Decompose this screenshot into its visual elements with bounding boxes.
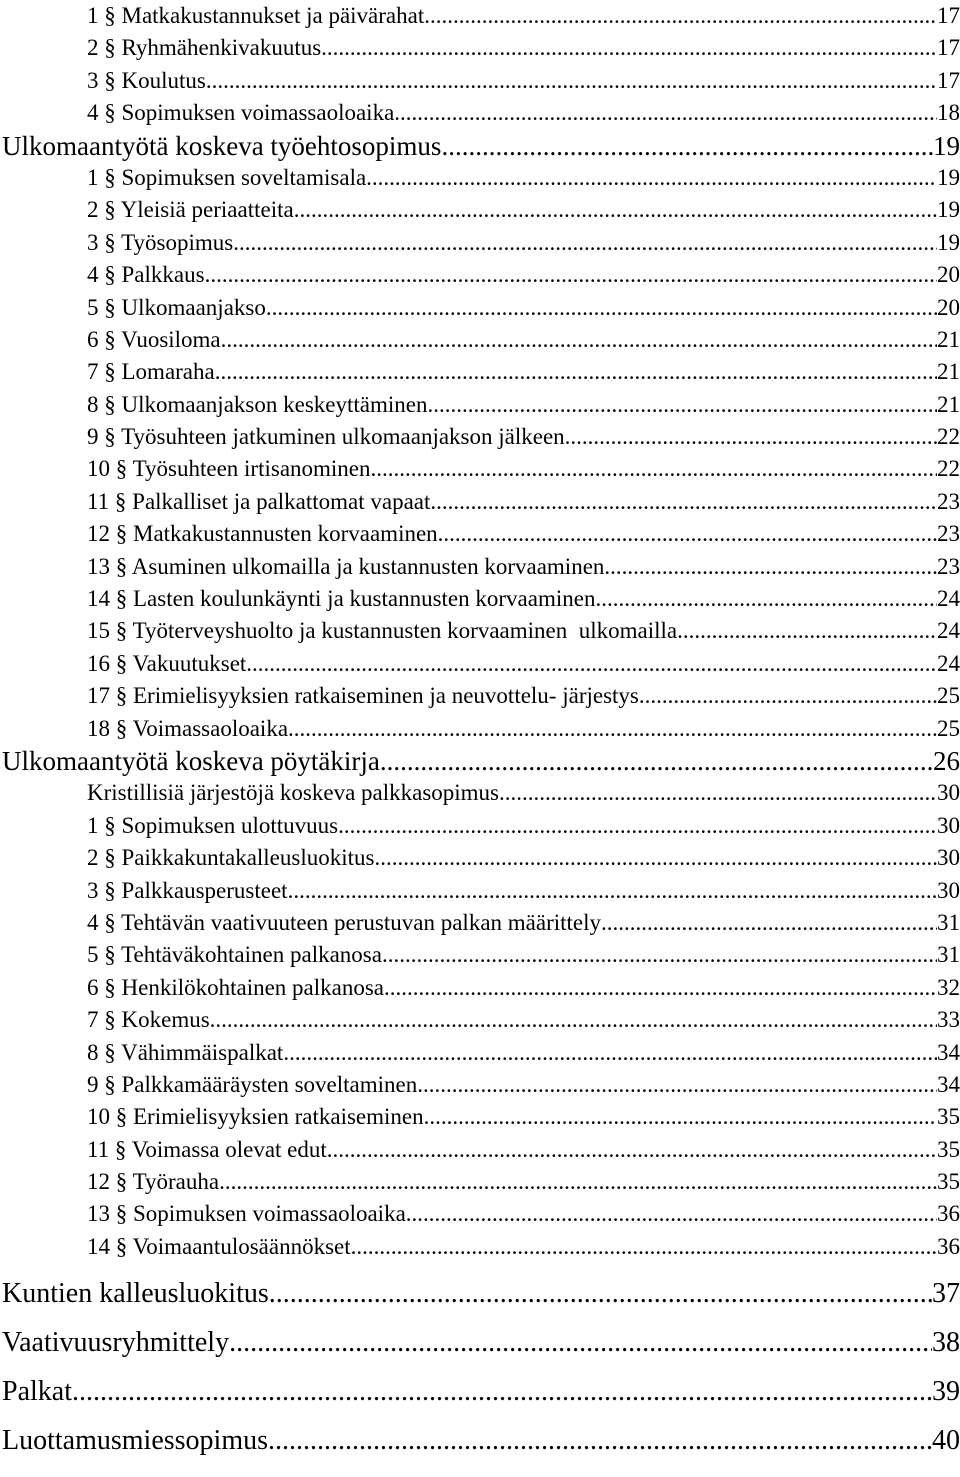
toc-entry-label: 10 § Työsuhteen irtisanominen xyxy=(87,456,371,482)
toc-entry-page: 33 xyxy=(937,1007,960,1033)
toc-entry-page: 21 xyxy=(937,326,960,352)
toc-chapter-page: 38 xyxy=(932,1327,960,1359)
toc-entry-page: 24 xyxy=(937,618,960,644)
toc-entry-label: 6 § Vuosiloma xyxy=(87,326,221,352)
toc-entry-page: 30 xyxy=(937,845,960,871)
toc-entry-page: 32 xyxy=(937,974,960,1000)
toc-chapter-poytakirja[interactable] xyxy=(2,745,960,777)
leader-dots xyxy=(269,1275,932,1312)
toc-entry-label: 16 § Vakuutukset xyxy=(87,650,247,676)
toc-entry[interactable] xyxy=(87,1004,960,1036)
leader-dots xyxy=(430,486,937,518)
toc-entry[interactable] xyxy=(87,324,960,356)
toc-entry-page: 31 xyxy=(937,909,960,935)
toc-entry-page: 31 xyxy=(937,942,960,968)
toc-entry[interactable] xyxy=(87,421,960,453)
toc-entry-label: 11 § Palkalliset ja palkattomat vapaat xyxy=(87,488,431,514)
toc-entry[interactable] xyxy=(87,1134,960,1166)
toc-entry-label: 12 § Työrauha xyxy=(87,1169,220,1195)
toc-entry-page: 21 xyxy=(937,359,960,385)
leader-dots xyxy=(351,1231,937,1263)
toc-entry-page: 17 xyxy=(937,3,960,28)
toc-entry-page: 23 xyxy=(937,553,960,579)
toc-entry[interactable] xyxy=(87,907,960,939)
toc-chapter-page: 37 xyxy=(932,1278,960,1310)
toc-entry[interactable] xyxy=(87,292,960,324)
leader-dots xyxy=(246,648,937,680)
toc-entry-page: 36 xyxy=(937,1233,960,1259)
toc-entry-label: 10 § Erimielisyyksien ratkaiseminen xyxy=(87,1104,424,1130)
toc-chapter[interactable] xyxy=(2,1373,960,1410)
leader-dots xyxy=(288,875,937,907)
leader-dots xyxy=(229,1324,932,1361)
leader-dots xyxy=(215,356,937,388)
toc-entry-page: 22 xyxy=(937,456,960,482)
toc-entry-page: 30 xyxy=(937,780,960,806)
toc-entry-label: 5 § Tehtäväkohtainen palkanosa xyxy=(87,942,382,968)
toc-chapter-label: Kuntien kalleusluokitus xyxy=(2,1278,269,1310)
toc-entry-label: 15 § Työterveyshuolto ja kustannusten korvaaminen ulkomailla xyxy=(87,618,678,644)
toc-entry-label: 17 § Erimielisyyksien ratkaiseminen ja neuvottelu- järjestys xyxy=(87,683,639,709)
toc-entry[interactable] xyxy=(87,356,960,388)
toc-chapter[interactable] xyxy=(2,1275,960,1312)
toc-chapter-label: Ulkomaantyötä koskeva pöytäkirja xyxy=(2,745,380,776)
toc-entry-page: 34 xyxy=(937,1071,960,1097)
leader-dots xyxy=(384,972,937,1004)
toc-entry-label: 2 § Yleisiä periaatteita xyxy=(87,197,294,223)
leader-dots xyxy=(424,1101,937,1133)
toc-entry[interactable] xyxy=(87,972,960,1004)
leader-dots xyxy=(380,745,933,777)
leader-dots xyxy=(321,32,937,64)
toc-entry[interactable] xyxy=(87,810,960,842)
toc-entry[interactable] xyxy=(87,389,960,421)
toc-entry-page: 36 xyxy=(937,1201,960,1227)
toc-entry-label: 18 § Voimassaoloaika xyxy=(87,715,289,741)
leader-dots xyxy=(677,615,937,647)
toc-entry-page: 34 xyxy=(937,1039,960,1065)
leader-dots xyxy=(595,583,937,615)
toc-entry[interactable] xyxy=(87,713,960,745)
leader-dots xyxy=(427,389,937,421)
toc-chapter-ulkomaantyo[interactable] xyxy=(2,130,960,162)
toc-entry[interactable] xyxy=(87,1198,960,1230)
toc-entry-label: 2 § Ryhmähenkivakuutus xyxy=(87,35,322,61)
leader-dots xyxy=(366,162,937,194)
toc-entry[interactable] xyxy=(87,680,960,712)
toc-entry-label: 13 § Asuminen ulkomailla ja kustannusten korvaaminen xyxy=(87,553,605,579)
toc-section-final xyxy=(0,1275,960,1459)
toc-entry-page: 25 xyxy=(937,715,960,741)
toc-entry[interactable] xyxy=(87,97,960,129)
toc-entry-page: 35 xyxy=(937,1104,960,1130)
toc-entry-label: 4 § Sopimuksen voimassaoloaika xyxy=(87,100,395,126)
toc-chapter[interactable] xyxy=(2,1324,960,1361)
toc-entry[interactable] xyxy=(87,518,960,550)
toc-entry[interactable] xyxy=(87,939,960,971)
toc-entry-label: 14 § Voimaantulosäännökset xyxy=(87,1233,351,1259)
toc-entry-label: 8 § Vähimmäispalkat xyxy=(87,1039,284,1065)
leader-dots xyxy=(417,1069,937,1101)
toc-entry-page: 18 xyxy=(937,100,960,126)
toc-entry-page: 21 xyxy=(937,391,960,417)
leader-dots xyxy=(327,1134,937,1166)
toc-entry-page: 17 xyxy=(937,35,960,61)
toc-entry-label: 3 § Palkkausperusteet xyxy=(87,877,288,903)
toc-entry-page: 24 xyxy=(937,586,960,612)
toc-entry[interactable] xyxy=(87,648,960,680)
toc-entry-label: 9 § Palkkamääräysten soveltaminen xyxy=(87,1071,418,1097)
toc-entry[interactable] xyxy=(87,1231,960,1263)
toc-entry-page: 23 xyxy=(937,521,960,547)
toc-entry[interactable] xyxy=(87,875,960,907)
toc-entry-label: 12 § Matkakustannusten korvaaminen xyxy=(87,521,438,547)
leader-dots xyxy=(72,1373,932,1410)
toc-entry[interactable] xyxy=(87,194,960,226)
toc-entry-page: 20 xyxy=(937,294,960,320)
toc-entry-label: Kristillisiä järjestöjä koskeva palkkasopimus xyxy=(87,780,500,806)
leader-dots xyxy=(441,130,933,162)
toc-entry-page: 35 xyxy=(937,1136,960,1162)
leader-dots xyxy=(424,0,937,32)
toc-entry[interactable] xyxy=(87,32,960,64)
toc-entry-page: 24 xyxy=(937,650,960,676)
leader-dots xyxy=(565,421,937,453)
toc-entry-label: 4 § Palkkaus xyxy=(87,262,205,288)
toc-entry[interactable] xyxy=(87,615,960,647)
toc-entry[interactable] xyxy=(87,1101,960,1133)
toc-entry[interactable] xyxy=(87,0,960,32)
toc-chapter-label: Vaativuusryhmittely xyxy=(2,1327,230,1359)
leader-dots xyxy=(499,777,937,809)
toc-entry[interactable] xyxy=(87,1037,960,1069)
leader-dots xyxy=(283,1037,937,1069)
toc-entry-label: 11 § Voimassa olevat edut xyxy=(87,1136,327,1162)
toc-section-part3 xyxy=(0,777,960,1263)
toc-section-part1 xyxy=(0,0,960,130)
toc-entry-label: 4 § Tehtävän vaativuuteen perustuvan palkan määrittely xyxy=(87,909,602,935)
leader-dots xyxy=(288,713,937,745)
toc-entry-page: 35 xyxy=(937,1169,960,1195)
toc-entry[interactable] xyxy=(87,162,960,194)
toc-entry[interactable] xyxy=(87,227,960,259)
toc-entry[interactable] xyxy=(87,1166,960,1198)
toc-entry[interactable] xyxy=(87,842,960,874)
leader-dots xyxy=(394,97,937,129)
leader-dots xyxy=(221,324,937,356)
leader-dots xyxy=(371,453,937,485)
toc-entry-page: 19 xyxy=(937,164,960,190)
toc-entry-page: 30 xyxy=(937,812,960,838)
toc-entry-label: 9 § Työsuhteen jatkuminen ulkomaanjakson jälkeen xyxy=(87,424,565,450)
leader-dots xyxy=(210,1004,937,1036)
toc-entry-label: 3 § Työsopimus xyxy=(87,229,234,255)
toc-chapter-label: Ulkomaantyötä koskeva työehtosopimus xyxy=(2,130,442,161)
toc-entry-label: 5 § Ulkomaanjakso xyxy=(87,294,266,320)
toc-entry-page: 30 xyxy=(937,877,960,903)
toc-entry-label: 13 § Sopimuksen voimassaoloaika xyxy=(87,1201,406,1227)
toc-entry-label: 2 § Paikkakuntakalleusluokitus xyxy=(87,845,375,871)
toc-entry-label: 6 § Henkilökohtainen palkanosa xyxy=(87,974,385,1000)
leader-dots xyxy=(382,939,937,971)
toc-chapter[interactable] xyxy=(2,1422,960,1459)
toc-entry[interactable] xyxy=(87,486,960,518)
leader-dots xyxy=(268,1422,932,1459)
toc-entry[interactable] xyxy=(87,65,960,97)
leader-dots xyxy=(219,1166,937,1198)
toc-entry[interactable] xyxy=(87,453,960,485)
toc-chapter-label: Luottamusmiessopimus xyxy=(2,1425,268,1457)
toc-entry-page: 25 xyxy=(937,683,960,709)
toc-entry[interactable] xyxy=(87,551,960,583)
toc-chapter-page: 39 xyxy=(932,1376,960,1408)
toc-entry-page: 19 xyxy=(937,229,960,255)
toc-entry-label: 1 § Sopimuksen ulottuvuus xyxy=(87,812,339,838)
toc-entry-label: 7 § Kokemus xyxy=(87,1007,210,1033)
leader-dots xyxy=(233,227,937,259)
toc-chapter-label: Palkat xyxy=(2,1376,72,1408)
leader-dots xyxy=(338,810,937,842)
leader-dots xyxy=(438,518,937,550)
toc-entry[interactable] xyxy=(87,1069,960,1101)
leader-dots xyxy=(639,680,937,712)
toc-chapter-page: 40 xyxy=(932,1425,960,1457)
leader-dots xyxy=(406,1198,937,1230)
toc-entry-label: 8 § Ulkomaanjakson keskeyttäminen xyxy=(87,391,428,417)
toc-entry-page: 22 xyxy=(937,424,960,450)
toc-entry-label: 3 § Koulutus xyxy=(87,67,206,93)
toc-entry[interactable] xyxy=(87,583,960,615)
toc-entry-page: 17 xyxy=(937,67,960,93)
toc-entry-page: 20 xyxy=(937,262,960,288)
toc-chapter-page: 19 xyxy=(933,130,960,161)
toc-section-part2 xyxy=(0,162,960,745)
toc-entry[interactable] xyxy=(87,777,960,809)
leader-dots xyxy=(374,842,937,874)
leader-dots xyxy=(601,907,937,939)
toc-entry-label: 1 § Matkakustannukset ja päivärahat xyxy=(87,3,425,28)
toc-entry-label: 7 § Lomaraha xyxy=(87,359,215,385)
leader-dots xyxy=(266,292,937,324)
toc-entry[interactable] xyxy=(87,259,960,291)
toc-entry-page: 19 xyxy=(937,197,960,223)
leader-dots xyxy=(206,65,937,97)
toc-entry-label: 1 § Sopimuksen soveltamisala xyxy=(87,164,367,190)
leader-dots xyxy=(604,551,937,583)
leader-dots xyxy=(294,194,937,226)
toc-entry-page: 23 xyxy=(937,488,960,514)
toc-entry-label: 14 § Lasten koulunkäynti ja kustannusten korvaaminen xyxy=(87,586,596,612)
toc-chapter-page: 26 xyxy=(933,745,960,776)
leader-dots xyxy=(205,259,937,291)
